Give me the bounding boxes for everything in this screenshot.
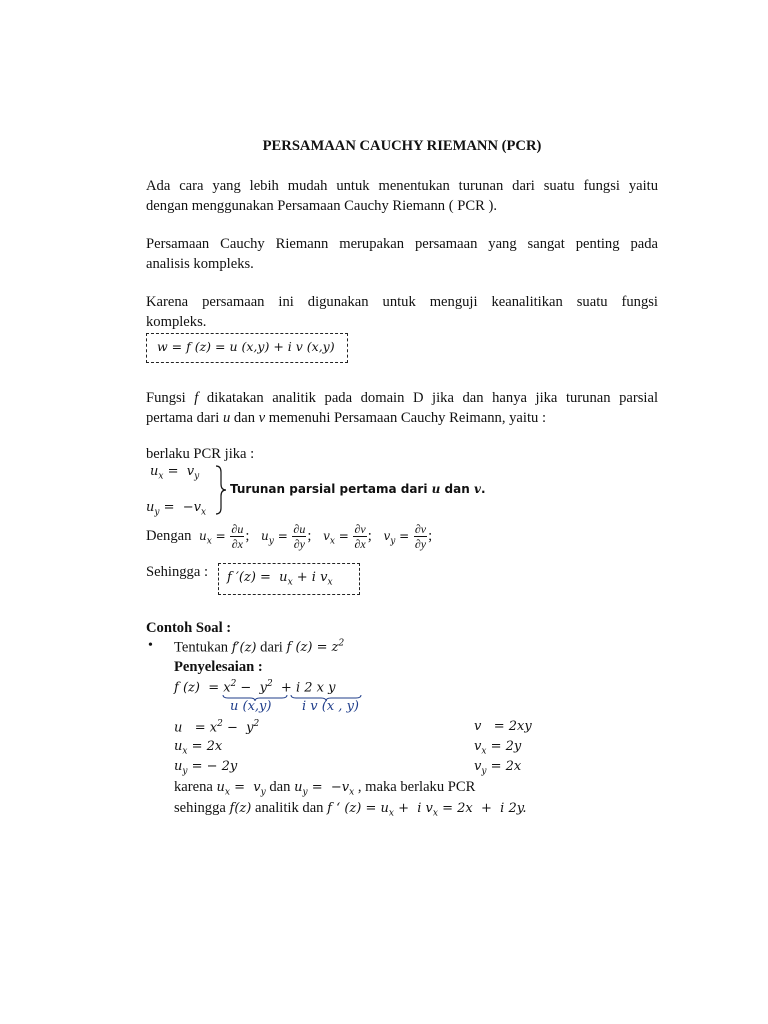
- paragraph-1-line-1: Ada cara yang lebih mudah untuk menentukan turunan dari suatu fungsi yaitu: [146, 178, 658, 194]
- paragraph-2-line-2: analisis kompleks.: [146, 256, 254, 272]
- paragraph-4-line-1: Fungsi f dikatakan analitik pada domain D jika dan hanya jika turunan parsial: [146, 390, 658, 406]
- page-title: PERSAMAAN CAUCHY RIEMANN (PCR): [262, 138, 542, 154]
- boxed-formula-derivative: [218, 563, 360, 595]
- fraction-dv-dy: $\frac{\partial v}{\partial y}$: [414, 522, 427, 551]
- dengan-label: Dengan: [146, 527, 192, 544]
- bullet-marker: •: [148, 638, 153, 653]
- pcr-equation-2: $u_y = -v_x$: [146, 500, 207, 518]
- contoh-heading: Contoh Soal :: [146, 620, 232, 636]
- formula-w: w = f (z) = u (x,y) + i v (x,y): [157, 339, 335, 354]
- sehingga-line: sehingga f(z) analitik dan f ‘ $(z) = u_x + i$ $v_x = 2x + i$ 2y.: [174, 800, 527, 819]
- paragraph-1: [146, 176, 658, 216]
- right-brace: [214, 464, 228, 516]
- paragraph-3: [146, 292, 658, 332]
- fraction-dv-dx: $\frac{\partial v}{\partial x}$: [354, 522, 366, 551]
- ux-value: $u_x = 2x$: [174, 739, 223, 757]
- boxed-formula-function: [146, 333, 348, 363]
- fraction-du-dx: $\frac{\partial u}{\partial x}$: [231, 522, 244, 551]
- karena-line: karena $u_x = v_y$ dan $u_y = -v_x$ , maka berlaku PCR: [174, 779, 476, 798]
- pcr-brace-label: Turunan parsial pertama dari u dan v.: [230, 482, 486, 496]
- paragraph-3-line-1: Karena persamaan ini digunakan untuk menguji keanalitikan suatu fungsi: [146, 294, 658, 310]
- penyelesaian-label: Penyelesaian :: [174, 659, 263, 675]
- uy-value: $u_y$ = − 2y: [174, 759, 238, 777]
- vx-value: $v_x = 2y$: [474, 739, 522, 757]
- sehingga-label: Sehingga :: [146, 564, 209, 580]
- pcr-intro: berlaku PCR jika :: [146, 446, 255, 462]
- paragraph-3-line-2: kompleks.: [146, 314, 207, 330]
- partial-definitions: Dengan $u_x$ = $\frac{\partial u}{\partial x}$ ; $u_y$ = $\frac{\partial u}{\partial y}$ ; $v_x$ = $\frac{\partial v}{\partial x}$ ; $v_y$ = $\frac{\partial v}{\partial y}$ ;: [146, 522, 433, 551]
- work-fz-line: f $(z) = x^2 - y^2 + i$ 2 x y: [174, 679, 336, 696]
- pcr-equation-1: $u_x = v_y$: [150, 464, 200, 482]
- vy-value: $v_y = 2x$: [474, 759, 522, 777]
- paragraph-4: [146, 388, 658, 428]
- paragraph-4-line-2: pertama dari u dan v memenuhi Persamaan Cauchy Reimann, yaitu :: [146, 410, 546, 426]
- paragraph-1-line-2: dengan menggunakan Persamaan Cauchy Riemann ( PCR ).: [146, 198, 497, 214]
- u-definition: $u = x^2 - y^2$: [174, 719, 260, 736]
- v-definition: v = 2xy: [474, 719, 532, 734]
- paragraph-2: [146, 234, 658, 274]
- v-label: i v (x , y): [302, 699, 359, 714]
- paragraph-2-line-1: Persamaan Cauchy Riemann merupakan persamaan yang sangat penting pada: [146, 236, 658, 252]
- u-label: u (x,y): [230, 699, 272, 714]
- formula-fprime: f $'(z) = u_x + i$ $v_x$: [227, 570, 333, 588]
- fraction-du-dy: $\frac{\partial u}{\partial y}$: [293, 522, 306, 551]
- bullet-text: Tentukan f′(z) dari f $(z) = z^2$: [174, 639, 345, 656]
